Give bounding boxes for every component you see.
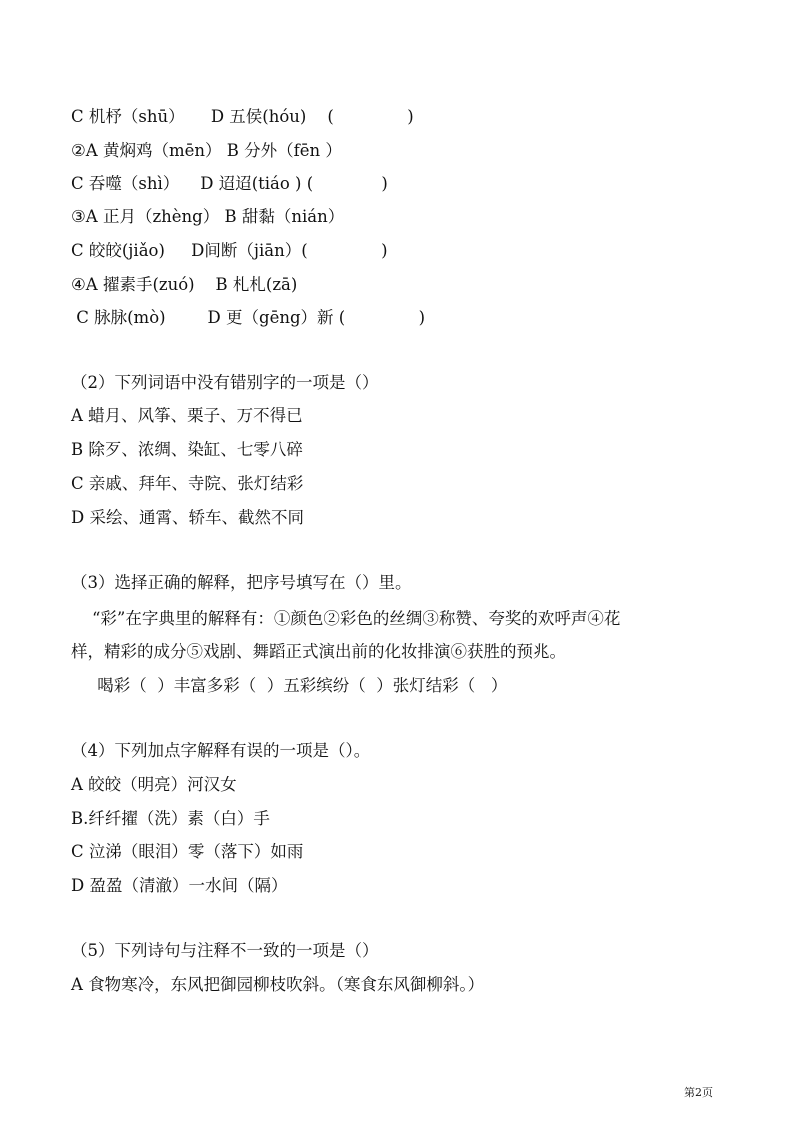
page-number: 第2页 — [684, 1086, 713, 1099]
question-2: （2）下列词语中没有错别字的一项是（） — [71, 373, 379, 392]
text-line: ②A 黄焖鸡（mēn） B 分外（fēn ） — [71, 141, 342, 160]
option-c: C 泣涕（眼泪）零（落下）如雨 — [71, 842, 304, 861]
option-b: B.纤纤擢（洗）素（白）手 — [71, 809, 270, 828]
question-3: （3）选择正确的解释，把序号填写在（）里。 — [71, 573, 412, 592]
option-b: B 除歹、浓绸、染缸、七零八碎 — [71, 440, 303, 459]
text-line: ③A 正月（zhèng） B 甜黏（nián） — [71, 207, 345, 226]
text-line: C 机杼（shū） D 五侯(hóu) ( ) — [71, 107, 414, 126]
option-d: D 盈盈（清澈）一水间（隔） — [71, 876, 288, 895]
text-line: C 皎皎(jiǎo) D间断（jiān）( ) — [71, 241, 388, 260]
text-line: 样，精彩的成分⑤戏剧、舞蹈正式演出前的化妆排演⑥获胜的预兆。 — [71, 642, 566, 661]
option-c: C 亲戚、拜年、寺院、张灯结彩 — [71, 474, 304, 493]
option-a: A 蜡月、风筝、栗子、万不得已 — [71, 406, 303, 425]
text-line: “彩”在字典里的解释有：①颜色②彩色的丝绸③称赞、夸奖的欢呼声④花 — [71, 609, 621, 628]
text-line: C 脉脉(mò) D 更（gēng）新 ( ) — [71, 308, 426, 327]
option-a: A 皎皎（明亮）河汉女 — [71, 775, 237, 794]
text-line: 喝彩（ ）丰富多彩（ ）五彩缤纷（ ）张灯结彩（ ） — [71, 676, 508, 695]
text-line: ④A 擢素手(zuó) B 札札(zā) — [71, 275, 298, 294]
option-d: D 采绘、通霄、轿车、截然不同 — [71, 508, 304, 527]
question-4: （4）下列加点字解释有误的一项是（）。 — [71, 741, 371, 760]
question-5: （5）下列诗句与注释不一致的一项是（） — [71, 941, 379, 960]
text-line: C 吞噬（shì） D 迢迢(tiáo ) ( ) — [71, 174, 388, 193]
option-a: A 食物寒冷，东风把御园柳枝吹斜。（寒食东风御柳斜。） — [71, 975, 485, 994]
